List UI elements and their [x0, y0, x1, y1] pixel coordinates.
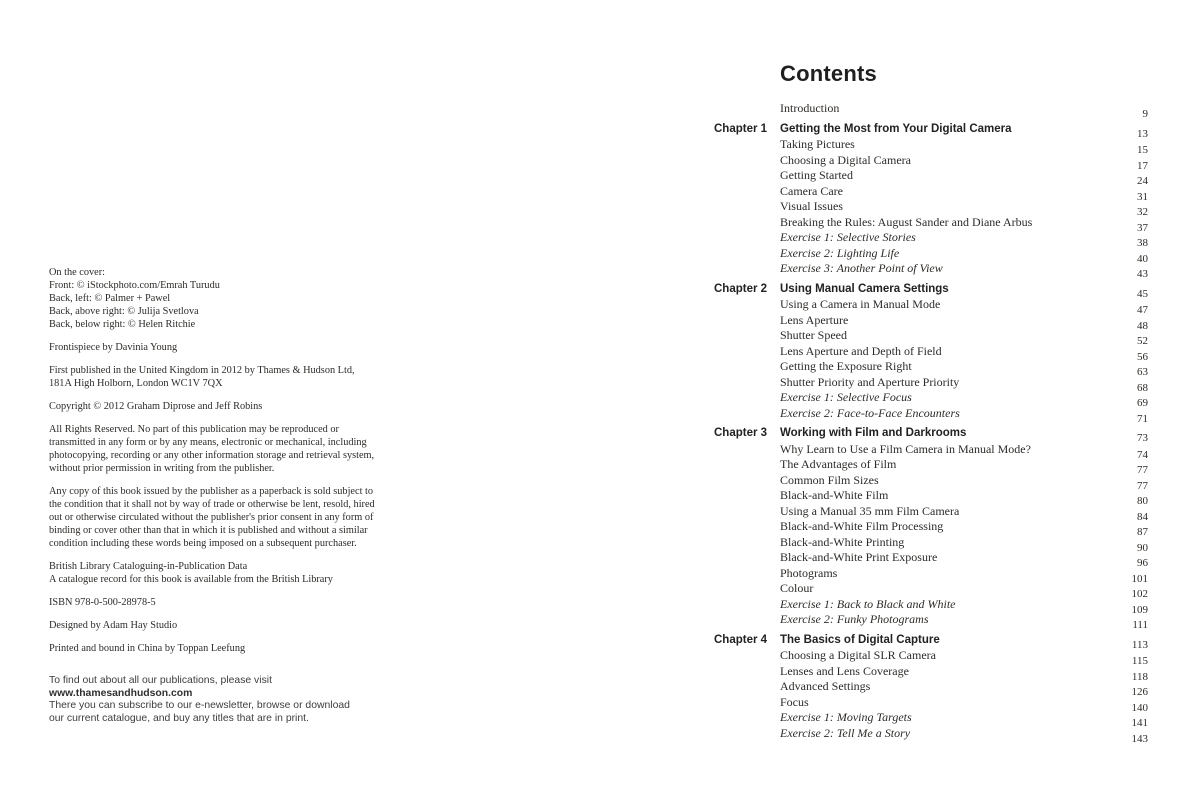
toc-row [714, 725, 1148, 745]
contents-heading: Contents [780, 61, 877, 86]
toc-page-number: 90 [1137, 541, 1148, 554]
toc-page-number: 15 [1137, 144, 1148, 156]
toc-row [714, 472, 1148, 492]
toc-row [714, 328, 1148, 347]
text-line: Any copy of this book issued by the publisher as a paperback is sold subject to [49, 486, 374, 497]
toc-entry-title: Advanced Settings [780, 679, 871, 693]
toc-entry-title: Using Manual Camera Settings [780, 282, 949, 295]
text-line: Back, above right: © Julija Svetlova [49, 306, 199, 317]
toc-page-number: 40 [1137, 252, 1148, 265]
toc-page-number: 37 [1137, 221, 1148, 234]
toc-page-number: 48 [1137, 319, 1148, 332]
toc-entry-title: The Basics of Digital Capture [780, 633, 940, 646]
toc-entry-title: Working with Film and Darkrooms [780, 427, 967, 439]
promo-line: There you can subscribe to our e-newsletter, browse or download [49, 700, 350, 711]
toc-row [714, 581, 1148, 600]
toc-entry-title: Using a Camera in Manual Mode [780, 297, 941, 311]
toc-entry-title: Exercise 2: Lighting Life [780, 245, 900, 260]
text-line: British Library Cataloguing-in-Publication Data [49, 561, 248, 572]
toc-entry-title: Exercise 1: Selective Stories [780, 230, 916, 244]
toc-page-number: 74 [1137, 448, 1148, 461]
text-block [49, 341, 379, 354]
toc-entry-title: Getting the Exposure Right [780, 359, 912, 373]
toc-entry-title: Common Film Sizes [780, 472, 879, 487]
promo-line: our current catalogue, and buy any titles that are in print. [49, 712, 309, 724]
toc-row [714, 565, 1148, 585]
toc-page-number: 126 [1131, 686, 1148, 698]
text-block [49, 596, 379, 609]
toc-row [714, 183, 1148, 203]
toc-page-number: 52 [1137, 335, 1148, 347]
text-line: Back, left: © Palmer + Pawel [49, 293, 171, 304]
text-line: condition including these words being imposed on a subsequent purchaser. [49, 538, 357, 549]
text-line: Designed by Adam Hay Studio [49, 620, 178, 631]
toc-row [714, 648, 1148, 667]
toc-entry-title: Choosing a Digital SLR Camera [780, 648, 936, 662]
toc-page-number: 17 [1137, 159, 1148, 172]
toc-page-number: 69 [1137, 397, 1148, 409]
toc-page-number: 113 [1131, 638, 1148, 651]
toc-entry-title: Getting the Most from Your Digital Camera [780, 122, 1012, 135]
toc-entry-title: Black-and-White Film Processing [780, 519, 944, 533]
text-line: All Rights Reserved. No part of this publication may be reproduced or [49, 424, 339, 435]
toc-row [714, 374, 1148, 394]
text-block [49, 485, 379, 550]
publisher-promo [49, 675, 379, 725]
toc-row [714, 261, 1148, 280]
toc-row [714, 137, 1148, 156]
toc-entry-title: Focus [780, 694, 809, 709]
toc-page-number: 45 [1137, 287, 1148, 300]
text-line: First published in the United Kingdom in 2012 by Thames & Hudson Ltd, [49, 365, 355, 376]
toc-entry-title: Colour [780, 581, 814, 595]
toc-row [714, 122, 1148, 138]
toc-row [714, 633, 1148, 649]
toc-page-number: 143 [1131, 732, 1148, 745]
toc-row [714, 519, 1148, 538]
toc-row [714, 488, 1148, 507]
toc-entry-title: Using a Manual 35 mm Film Camera [780, 503, 960, 518]
text-block [49, 619, 379, 632]
toc-entry-title: Choosing a Digital Camera [780, 152, 911, 167]
toc-entry-title: Introduction [780, 101, 840, 115]
colophon-column [49, 266, 379, 725]
toc-entry-title: Taking Pictures [780, 137, 855, 151]
toc-page-number: 111 [1132, 619, 1148, 631]
text-line: binding or cover other than that in which it is published and without a similar [49, 525, 368, 536]
toc-entry-title: Exercise 3: Another Point of View [780, 261, 943, 275]
toc-entry-title: Lenses and Lens Coverage [780, 663, 909, 678]
toc-row [714, 612, 1148, 631]
toc-chapter-label: Chapter 3 [714, 427, 768, 439]
toc-page-number: 47 [1137, 304, 1148, 316]
text-line: transmitted in any form or by any means, electronic or mechanical, including [49, 437, 367, 448]
toc-row [714, 405, 1148, 425]
toc-entry-title: Shutter Speed [780, 328, 847, 342]
toc-entry-title: Exercise 1: Back to Black and White [780, 596, 956, 611]
text-line: Back, below right: © Helen Ritchie [49, 319, 196, 330]
toc-row [714, 534, 1148, 554]
toc-page-number: 101 [1131, 572, 1148, 585]
toc-page-number: 38 [1137, 237, 1148, 249]
toc-chapter-label: Chapter 1 [714, 122, 768, 135]
toc-page-number: 63 [1137, 366, 1148, 378]
text-line: photocopying, recording or any other information storage and retrieval system, [49, 450, 375, 461]
toc-page-number: 43 [1137, 268, 1148, 280]
publisher-url: www.thamesandhudson.com [49, 687, 193, 699]
toc-row [714, 457, 1148, 476]
toc-row [714, 710, 1148, 729]
toc-row [714, 214, 1148, 234]
toc-row [714, 663, 1148, 683]
text-line: ISBN 978-0-500-28978-5 [49, 597, 156, 608]
toc-row [714, 101, 1148, 120]
toc-page-number: 96 [1137, 557, 1148, 569]
toc-page-number: 56 [1137, 350, 1148, 363]
toc-row [714, 441, 1148, 461]
promo-line: To find out about all our publications, please visit [49, 675, 272, 686]
text-line: Copyright © 2012 Graham Diprose and Jeff Robins [49, 401, 263, 412]
toc-page-number: 109 [1131, 603, 1148, 616]
text-block [49, 560, 379, 586]
text-line: Front: © iStockphoto.com/Emrah Turudu [49, 280, 220, 291]
text-line: the condition that it shall not by way of trade or otherwise be lent, resold, hired [49, 499, 375, 510]
text-line: Printed and bound in China by Toppan Leefung [49, 643, 246, 654]
toc-page-number: 87 [1137, 526, 1148, 538]
text-block [49, 642, 379, 655]
toc-row [714, 359, 1148, 378]
toc-entry-title: Why Learn to Use a Film Camera in Manual Mode? [780, 441, 1031, 456]
text-line: out or otherwise circulated without the publisher's prior consent in any form of [49, 512, 374, 523]
toc-entry-title: Black-and-White Film [780, 488, 889, 502]
text-line: without prior permission in writing from the publisher. [49, 463, 275, 474]
toc-page-number: 102 [1131, 588, 1148, 600]
toc-entry-title: Black-and-White Printing [780, 534, 905, 549]
toc-entry-title: Camera Care [780, 183, 843, 198]
toc-page-number: 80 [1137, 495, 1148, 507]
toc-page-number: 77 [1137, 464, 1148, 476]
toc-entry-title: Black-and-White Print Exposure [780, 550, 938, 564]
toc-row [714, 390, 1148, 409]
toc-page-number: 115 [1131, 655, 1148, 667]
text-line: 181A High Holborn, London WC1V 7QX [49, 378, 223, 389]
toc-entry-title: Exercise 2: Funky Photograms [780, 612, 929, 626]
toc-entry-title: The Advantages of Film [780, 457, 897, 471]
text-line: A catalogue record for this book is available from the British Library [49, 574, 333, 585]
toc-page-number: 24 [1137, 175, 1148, 187]
table-of-contents [714, 101, 1148, 745]
toc-entry-title: Breaking the Rules: August Sander and Diane Arbus [780, 214, 1033, 229]
toc-entry-title: Getting Started [780, 168, 853, 182]
toc-page-number: 73 [1137, 432, 1148, 444]
toc-page-number: 13 [1137, 127, 1148, 140]
toc-row [714, 199, 1148, 218]
toc-entry-title: Shutter Priority and Aperture Priority [780, 374, 960, 389]
toc-page-number: 141 [1131, 717, 1148, 729]
toc-row [714, 245, 1148, 265]
toc-page-number: 71 [1137, 412, 1148, 425]
toc-row [714, 312, 1148, 332]
toc-page-number: 140 [1131, 701, 1148, 714]
toc-row [714, 343, 1148, 363]
toc-entry-title: Exercise 1: Moving Targets [780, 710, 912, 724]
toc-row [714, 152, 1148, 172]
toc-row [714, 230, 1148, 249]
toc-page-number: 118 [1131, 670, 1148, 683]
toc-row [714, 168, 1148, 187]
toc-row [714, 679, 1148, 698]
colophon-blocks [49, 266, 379, 655]
toc-page-number: 84 [1137, 510, 1148, 523]
toc-entry-title: Exercise 2: Tell Me a Story [780, 725, 911, 740]
text-block [49, 364, 379, 390]
toc-entry-title: Photograms [780, 565, 838, 580]
toc-row [714, 550, 1148, 569]
toc-row [714, 426, 1148, 442]
toc-page-number: 9 [1142, 108, 1148, 120]
toc-entry-title: Lens Aperture [780, 312, 849, 327]
toc-entry-title: Exercise 2: Face-to-Face Encounters [780, 405, 960, 420]
toc-page-number: 77 [1137, 479, 1148, 492]
toc-page-number: 31 [1137, 190, 1148, 203]
text-block [49, 266, 379, 331]
text-line: Frontispiece by Davinia Young [49, 342, 178, 353]
toc-entry-title: Visual Issues [780, 199, 843, 213]
toc-page-number: 32 [1137, 206, 1148, 218]
text-line: On the cover: [49, 267, 106, 278]
toc-row [714, 596, 1148, 616]
toc-row [714, 282, 1148, 298]
text-block [49, 400, 379, 413]
toc-entry-title: Exercise 1: Selective Focus [780, 390, 912, 404]
toc-row [714, 503, 1148, 523]
toc-chapter-label: Chapter 2 [714, 282, 768, 295]
toc-row [714, 694, 1148, 714]
text-block [49, 423, 379, 475]
toc-chapter-label: Chapter 4 [714, 633, 768, 646]
toc-row [714, 297, 1148, 316]
toc-page-number: 68 [1137, 381, 1148, 394]
toc-entry-title: Lens Aperture and Depth of Field [780, 343, 942, 358]
